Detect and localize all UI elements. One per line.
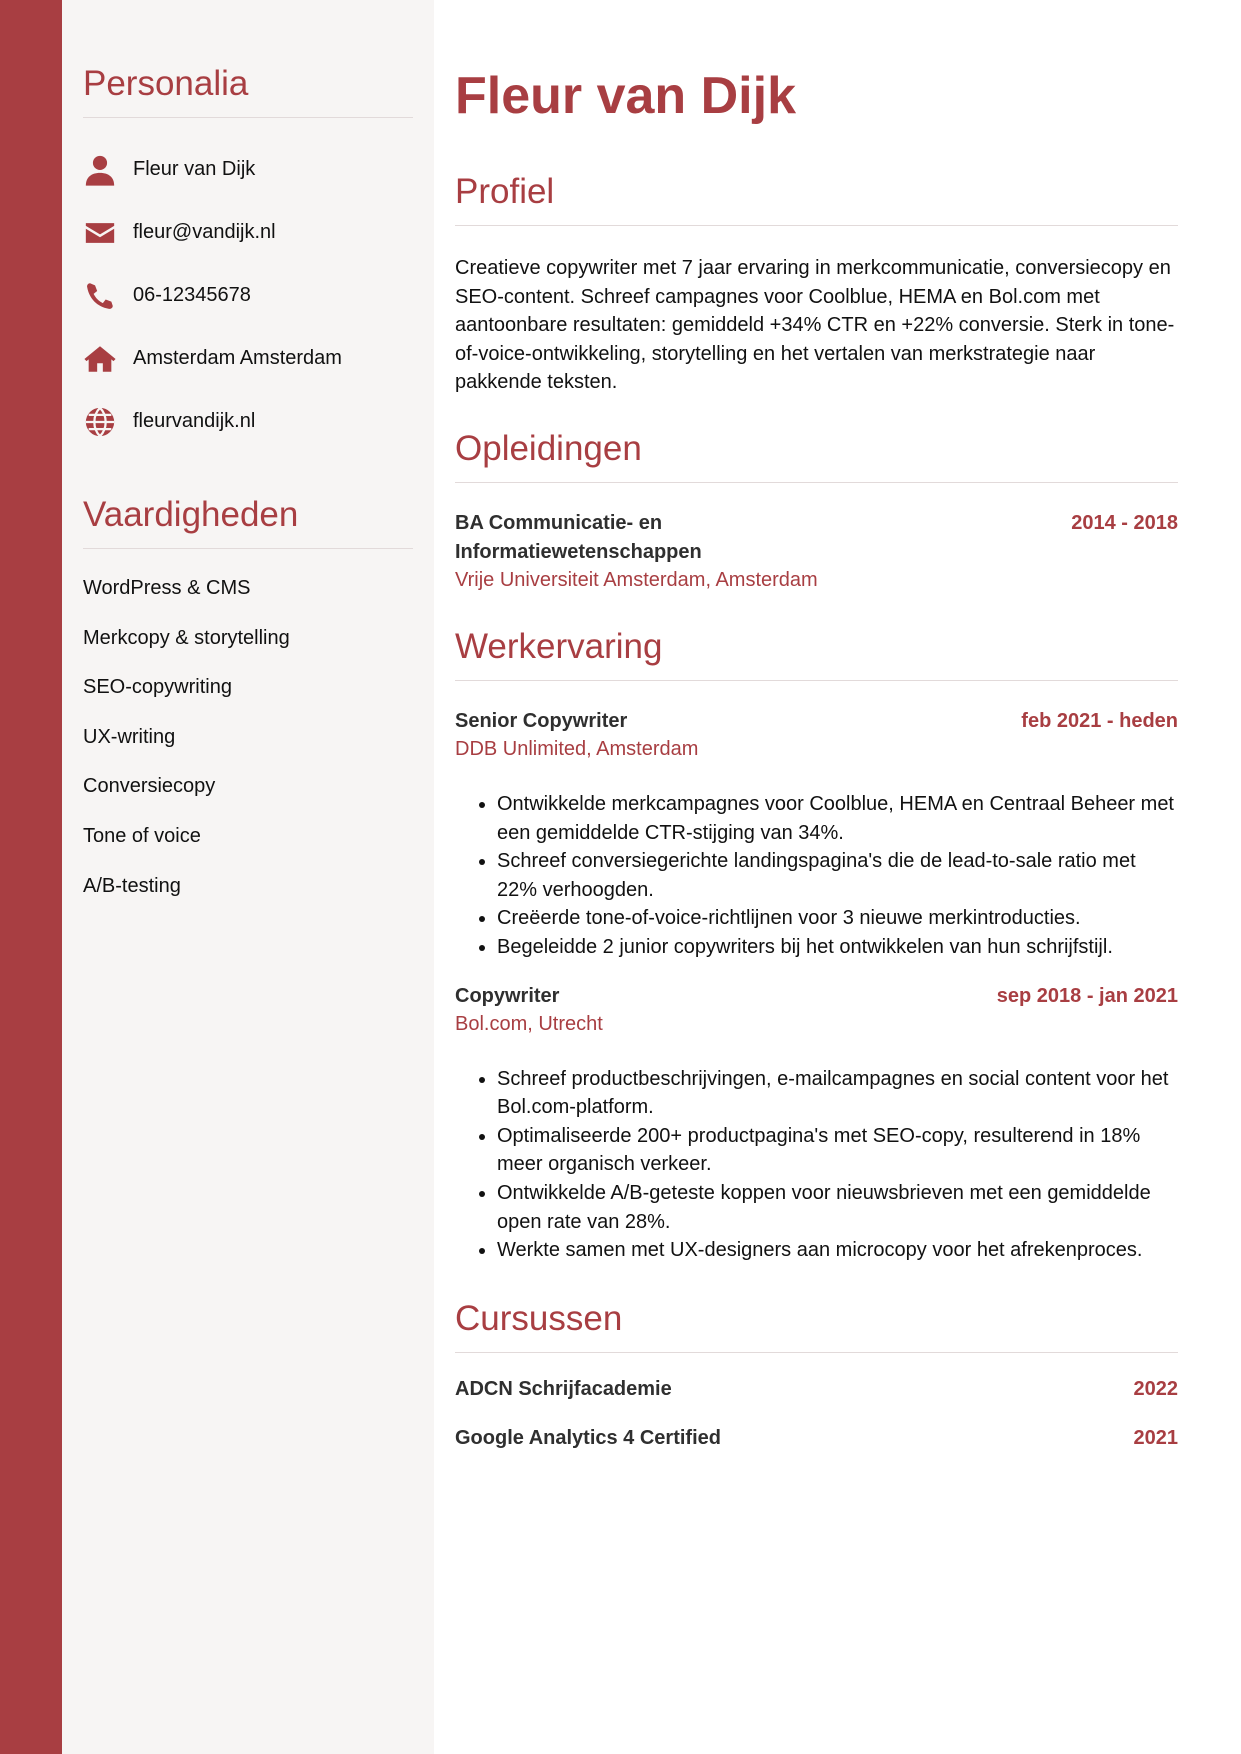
course-year: 2022	[1133, 1377, 1178, 1400]
skill-item: Conversiecopy	[83, 775, 216, 798]
job-title: Senior Copywriter	[455, 709, 628, 732]
skill-item: A/B-testing	[83, 874, 181, 897]
skills-list	[83, 571, 413, 918]
job-bullet: • Schreef productbeschrijvingen, e-mailcampagnes en social content voor het Bol.com-platform.	[497, 1065, 1178, 1122]
education-entry	[455, 509, 1178, 595]
skill-item: Tone of voice	[83, 824, 201, 847]
profile-heading: Profiel	[455, 172, 1178, 226]
course-title: ADCN Schrijfacademie	[455, 1377, 672, 1400]
experience-heading: Werkervaring	[455, 627, 1178, 681]
contact-list	[83, 138, 413, 453]
user-icon	[83, 153, 117, 187]
job-company: DDB Unlimited, Amsterdam	[455, 738, 699, 761]
skills-heading: Vaardigheden	[83, 495, 413, 549]
education-title: BA Communicatie- en Informatiewetenschappen	[455, 511, 702, 563]
course-title: Google Analytics 4 Certified	[455, 1426, 721, 1449]
job-title: Copywriter	[455, 984, 560, 1007]
contact-website[interactable]	[83, 390, 413, 453]
education-heading: Opleidingen	[455, 429, 1178, 483]
main-content	[455, 60, 1178, 1452]
job-date: sep 2018 - jan 2021	[996, 984, 1178, 1007]
candidate-name: Fleur van Dijk	[455, 67, 796, 125]
sidebar	[62, 0, 434, 1754]
skill-item: SEO-copywriting	[83, 676, 232, 699]
job-bullet: • Begeleidde 2 junior copywriters bij het ontwikkelen van hun schrijfstijl.	[497, 933, 1178, 962]
contact-name	[83, 138, 413, 201]
job-bullet: • Schreef conversiegerichte landingspagina's die de lead-to-sale ratio met 22% verhoogden.	[497, 847, 1178, 904]
contact-name-text: Fleur van Dijk	[133, 158, 256, 180]
skill-item: WordPress & CMS	[83, 577, 251, 599]
contact-email[interactable]	[83, 201, 413, 264]
education-date: 2014 - 2018	[1071, 511, 1178, 534]
course-entry	[455, 1424, 1178, 1452]
course-entry	[455, 1375, 1178, 1403]
job-bullet: • Optimaliseerde 200+ productpagina's met SEO-copy, resulterend in 18% meer organisch verkeer.	[497, 1122, 1178, 1179]
contact-address	[83, 327, 413, 390]
personalia-heading: Personalia	[83, 64, 413, 118]
contact-address-text: Amsterdam Amsterdam	[133, 347, 342, 369]
job-bullets	[455, 790, 1178, 962]
contact-email-text[interactable]: fleur@vandijk.nl	[133, 221, 276, 243]
envelope-icon	[83, 216, 117, 250]
education-institution: Vrije Universiteit Amsterdam, Amsterdam	[455, 569, 818, 592]
phone-icon	[83, 279, 117, 313]
job-bullet: • Ontwikkelde merkcampagnes voor Coolblue, HEMA en Centraal Beheer met een gemiddelde CTR-stijging van 34%.	[497, 790, 1178, 847]
job-bullets	[455, 1065, 1178, 1265]
contact-phone[interactable]	[83, 264, 413, 327]
job-bullet: • Creëerde tone-of-voice-richtlijnen voor 3 nieuwe merkintroducties.	[497, 904, 1178, 933]
courses-heading: Cursussen	[455, 1299, 1178, 1353]
job-entry	[455, 707, 1178, 962]
contact-website-text[interactable]: fleurvandijk.nl	[133, 410, 256, 432]
home-icon	[83, 342, 117, 376]
job-entry	[455, 982, 1178, 1265]
skill-item: UX-writing	[83, 725, 176, 748]
course-year: 2021	[1133, 1426, 1178, 1449]
profile-text: Creatieve copywriter met 7 jaar ervaring in merkcommunicatie, conversiecopy en SEO-content. Schreef campagnes voor Coolblue, HEMA en Bol.com met aantoonbare resultaten: gemiddeld +34% CTR en +22% conversie. Sterk in tone-of-voice-ontwikkeling, storytelling en het vertalen van merkstrategie naar pakkende teksten.	[455, 257, 1175, 394]
skill-item: Merkcopy & storytelling	[83, 626, 290, 649]
globe-icon	[83, 405, 117, 439]
job-bullet: • Ontwikkelde A/B-geteste koppen voor nieuwsbrieven met een gemiddelde open rate van 28%.	[497, 1179, 1178, 1236]
job-date: feb 2021 - heden	[1021, 709, 1178, 732]
accent-stripe	[0, 0, 62, 1754]
contact-phone-text[interactable]: 06-12345678	[133, 284, 251, 306]
job-company: Bol.com, Utrecht	[455, 1013, 603, 1036]
job-bullet: • Werkte samen met UX-designers aan microcopy voor het afrekenproces.	[497, 1236, 1178, 1265]
